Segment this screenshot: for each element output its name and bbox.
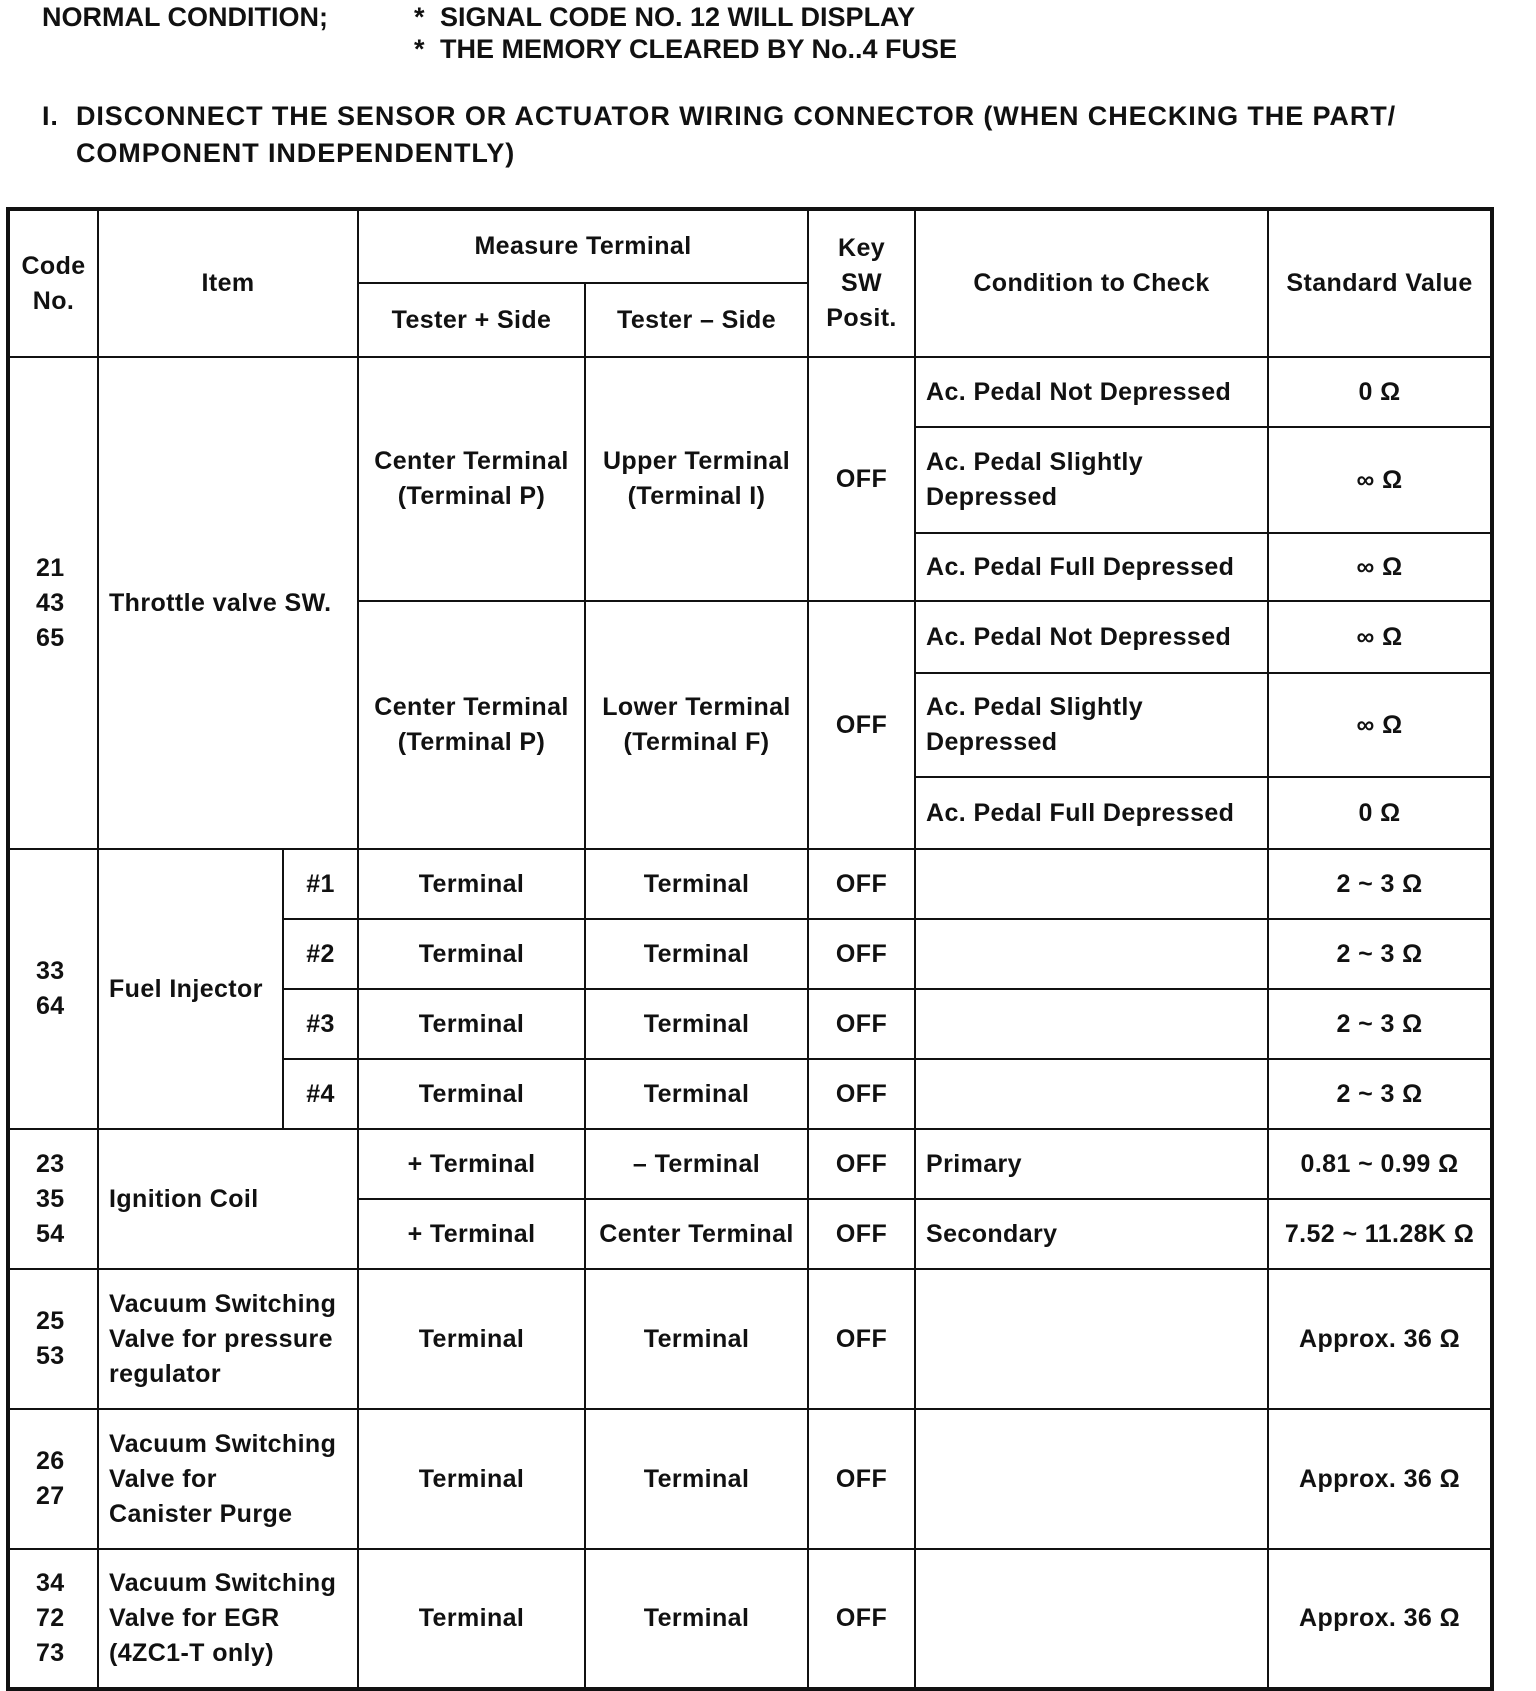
condition-cell — [915, 1549, 1268, 1689]
header-item: Item — [98, 209, 358, 357]
condition-cell — [915, 849, 1268, 919]
standard-value-cell: 2 ~ 3 Ω — [1268, 849, 1492, 919]
plus-terminal-cell: Terminal — [358, 919, 585, 989]
header-measure-terminal: Measure Terminal — [358, 209, 808, 283]
key-position-cell: OFF — [808, 1409, 915, 1549]
code-cell: 21 43 65 — [8, 357, 98, 849]
condition-cell — [915, 1059, 1268, 1129]
plus-terminal-cell: + Terminal — [358, 1129, 585, 1199]
condition-bullet-text: SIGNAL CODE NO. 12 WILL DISPLAY — [440, 2, 916, 32]
standard-value-cell: 2 ~ 3 Ω — [1268, 919, 1492, 989]
standard-value-cell: 0 Ω — [1268, 777, 1492, 849]
condition-bullet-1 — [414, 0, 915, 34]
code-cell: 34 72 73 — [8, 1549, 98, 1689]
plus-terminal-cell: Terminal — [358, 1059, 585, 1129]
instruction — [42, 98, 1502, 172]
injector-number-cell: #4 — [283, 1059, 358, 1129]
minus-terminal-cell: Terminal — [585, 1059, 808, 1129]
item-cell: Ignition Coil — [98, 1129, 358, 1269]
minus-terminal-cell: Lower Terminal (Terminal F) — [585, 601, 808, 849]
plus-terminal-cell: Center Terminal (Terminal P) — [358, 357, 585, 601]
standard-value-cell: ∞ Ω — [1268, 427, 1492, 533]
key-position-cell: OFF — [808, 1199, 915, 1269]
table-row — [8, 357, 1492, 427]
standard-value-cell: ∞ Ω — [1268, 533, 1492, 601]
code-cell: 26 27 — [8, 1409, 98, 1549]
minus-terminal-cell: Terminal — [585, 1409, 808, 1549]
item-cell: Throttle valve SW. — [98, 357, 358, 849]
plus-terminal-cell: Terminal — [358, 989, 585, 1059]
item-cell: Vacuum Switching Valve for Canister Purge — [98, 1409, 358, 1549]
condition-cell — [915, 1269, 1268, 1409]
key-position-cell: OFF — [808, 849, 915, 919]
code-cell: 33 64 — [8, 849, 98, 1129]
minus-terminal-cell: Terminal — [585, 919, 808, 989]
key-position-cell: OFF — [808, 1059, 915, 1129]
standard-value-cell: Approx. 36 Ω — [1268, 1409, 1492, 1549]
condition-bullet-2 — [414, 32, 957, 66]
standard-value-cell: Approx. 36 Ω — [1268, 1549, 1492, 1689]
table-row — [8, 1129, 1492, 1199]
header-tester-plus: Tester + Side — [358, 283, 585, 357]
instruction-text: DISCONNECT THE SENSOR OR ACTUATOR WIRING CONNECTOR (WHEN CHECKING THE PART/ COMPONENT INDEPENDENTLY) — [76, 101, 1397, 168]
key-position-cell: OFF — [808, 601, 915, 849]
standard-value-cell: 2 ~ 3 Ω — [1268, 989, 1492, 1059]
condition-cell: Ac. Pedal Not Depressed — [915, 357, 1268, 427]
key-position-cell: OFF — [808, 1549, 915, 1689]
item-cell: Vacuum Switching Valve for EGR (4ZC1-T only) — [98, 1549, 358, 1689]
key-position-cell: OFF — [808, 1129, 915, 1199]
plus-terminal-cell: + Terminal — [358, 1199, 585, 1269]
header-condition: Condition to Check — [915, 209, 1268, 357]
key-position-cell: OFF — [808, 1269, 915, 1409]
code-cell: 23 35 54 — [8, 1129, 98, 1269]
condition-cell: Ac. Pedal Slightly Depressed — [915, 673, 1268, 777]
minus-terminal-cell: Center Terminal — [585, 1199, 808, 1269]
standard-value-cell: 7.52 ~ 11.28K Ω — [1268, 1199, 1492, 1269]
minus-terminal-cell: – Terminal — [585, 1129, 808, 1199]
condition-cell: Primary — [915, 1129, 1268, 1199]
condition-cell — [915, 919, 1268, 989]
code-cell: 25 53 — [8, 1269, 98, 1409]
minus-terminal-cell: Terminal — [585, 1549, 808, 1689]
item-cell: Vacuum Switching Valve for pressure regulator — [98, 1269, 358, 1409]
header-standard-value: Standard Value — [1268, 209, 1492, 357]
injector-number-cell: #1 — [283, 849, 358, 919]
standard-value-cell: ∞ Ω — [1268, 673, 1492, 777]
header-row — [8, 209, 1492, 283]
minus-terminal-cell: Upper Terminal (Terminal I) — [585, 357, 808, 601]
instruction-number: I. — [42, 101, 59, 131]
injector-number-cell: #3 — [283, 989, 358, 1059]
condition-cell: Ac. Pedal Not Depressed — [915, 601, 1268, 673]
condition-cell — [915, 989, 1268, 1059]
bullet-star: * — [414, 2, 425, 32]
header-key-sw: Key SW Posit. — [808, 209, 915, 357]
table-row — [8, 1409, 1492, 1549]
standard-value-cell: Approx. 36 Ω — [1268, 1269, 1492, 1409]
condition-cell: Secondary — [915, 1199, 1268, 1269]
condition-bullet-text: THE MEMORY CLEARED BY No..4 FUSE — [440, 34, 958, 64]
table-row — [8, 1549, 1492, 1689]
standard-value-cell: ∞ Ω — [1268, 601, 1492, 673]
item-cell: Fuel Injector — [98, 849, 283, 1129]
table-row — [8, 1269, 1492, 1409]
condition-cell: Ac. Pedal Full Depressed — [915, 777, 1268, 849]
header-code: Code No. — [8, 209, 98, 357]
table-row — [8, 849, 1492, 919]
inspection-table — [6, 207, 1494, 1691]
minus-terminal-cell: Terminal — [585, 1269, 808, 1409]
plus-terminal-cell: Terminal — [358, 1269, 585, 1409]
plus-terminal-cell: Terminal — [358, 849, 585, 919]
bullet-star: * — [414, 34, 425, 64]
normal-condition-label: NORMAL CONDITION; — [42, 2, 328, 32]
minus-terminal-cell: Terminal — [585, 849, 808, 919]
plus-terminal-cell: Terminal — [358, 1409, 585, 1549]
plus-terminal-cell: Terminal — [358, 1549, 585, 1689]
condition-cell — [915, 1409, 1268, 1549]
key-position-cell: OFF — [808, 357, 915, 601]
standard-value-cell: 2 ~ 3 Ω — [1268, 1059, 1492, 1129]
condition-cell: Ac. Pedal Slightly Depressed — [915, 427, 1268, 533]
plus-terminal-cell: Center Terminal (Terminal P) — [358, 601, 585, 849]
standard-value-cell: 0 Ω — [1268, 357, 1492, 427]
key-position-cell: OFF — [808, 989, 915, 1059]
injector-number-cell: #2 — [283, 919, 358, 989]
minus-terminal-cell: Terminal — [585, 989, 808, 1059]
condition-cell: Ac. Pedal Full Depressed — [915, 533, 1268, 601]
standard-value-cell: 0.81 ~ 0.99 Ω — [1268, 1129, 1492, 1199]
key-position-cell: OFF — [808, 919, 915, 989]
header-tester-minus: Tester – Side — [585, 283, 808, 357]
